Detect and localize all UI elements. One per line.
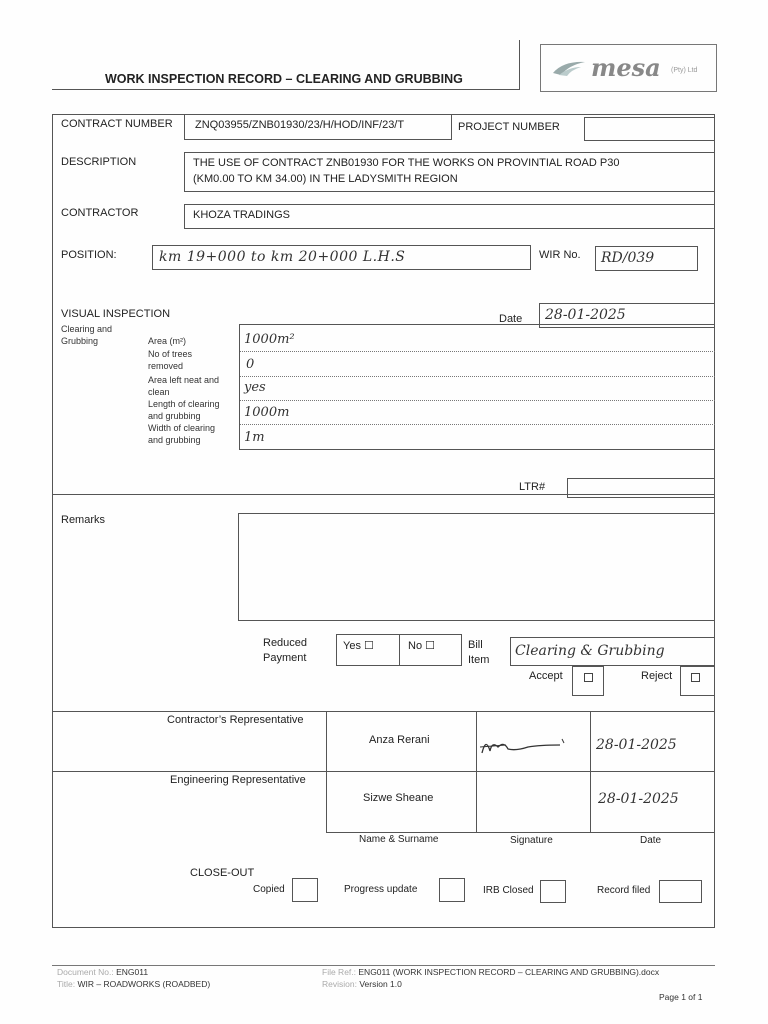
reject-checkbox[interactable]: [680, 666, 715, 696]
remarks-label: Remarks: [61, 514, 106, 526]
col-name-label: Name & Surname: [359, 834, 439, 845]
item-neat-line1: Area left neat and: [148, 375, 220, 385]
section-divider: [52, 494, 715, 495]
description-line-2: (KM0.00 TO KM 34.00) IN THE LADYSMITH REGION: [193, 173, 458, 185]
bill-item-line1: Bill: [468, 639, 483, 651]
wir-label: WIR No.: [539, 249, 581, 261]
footer-rule: [52, 965, 715, 966]
reject-checkbox-mark: [691, 673, 700, 682]
accept-checkbox[interactable]: [572, 666, 604, 696]
logo-swoosh-icon: [551, 59, 587, 77]
inspection-row-divider: [240, 424, 715, 425]
contractor-value: KHOZA TRADINGS: [193, 209, 290, 221]
inspection-date-value: 28-01-2025: [545, 307, 626, 323]
col-signature-label: Signature: [510, 835, 553, 846]
engineering-rep-date[interactable]: 28-01-2025: [598, 791, 679, 807]
footer-doc-no-label: Document No.:: [57, 967, 114, 977]
description-field[interactable]: [184, 152, 715, 192]
wir-field[interactable]: [595, 246, 698, 271]
item-area-line1: Area (m²): [148, 336, 186, 346]
record-checkbox[interactable]: [659, 880, 702, 903]
reject-label: Reject: [641, 670, 673, 682]
wir-value: RD/039: [601, 250, 655, 266]
closeout-heading: CLOSE-OUT: [190, 867, 255, 879]
footer-file-ref-label: File Ref.:: [322, 967, 357, 977]
visual-inspection-sub-1: Clearing and: [61, 324, 113, 334]
progress-label: Progress update: [344, 884, 418, 895]
bill-item-value: Clearing & Grubbing: [515, 643, 665, 659]
position-label: POSITION:: [61, 249, 117, 261]
visual-inspection-heading: VISUAL INSPECTION: [61, 308, 171, 320]
inspection-items-block: [239, 324, 715, 450]
record-label: Record filed: [597, 885, 651, 896]
engineering-signature-cell[interactable]: [477, 772, 589, 832]
inspection-row-divider: [240, 400, 715, 401]
item-neat-line2: clean: [148, 387, 170, 397]
remarks-field[interactable]: [238, 513, 715, 621]
description-label: DESCRIPTION: [61, 156, 137, 168]
engineering-rep-name[interactable]: Sizwe Sheane: [363, 792, 434, 804]
bill-item-field[interactable]: [510, 637, 715, 666]
footer-title: [57, 979, 210, 989]
contractor-field[interactable]: [184, 204, 715, 229]
accept-label: Accept: [529, 670, 563, 682]
contractor-rep-name[interactable]: Anza Rerani: [369, 734, 430, 746]
ltr-label: LTR#: [519, 481, 546, 493]
copied-checkbox[interactable]: [292, 878, 318, 902]
item-trees-line2: removed: [148, 361, 184, 371]
ltr-field[interactable]: [567, 478, 715, 498]
visual-inspection-sub-2: Grubbing: [61, 336, 99, 346]
footer-revision-label: Revision:: [322, 979, 357, 989]
bill-item-line2: Item: [468, 654, 490, 666]
contract-number-label: CONTRACT NUMBER: [61, 118, 173, 130]
reduced-no-cell[interactable]: [399, 634, 462, 666]
item-neat-value[interactable]: yes: [244, 380, 266, 395]
contractor-label: CONTRACTOR: [61, 207, 139, 219]
contract-number-value: ZNQ03955/ZNB01930/23/H/HOD/INF/23/T: [195, 119, 405, 131]
project-number-field[interactable]: [584, 117, 715, 141]
item-area-value[interactable]: 1000m²: [244, 332, 295, 347]
item-width-line1: Width of clearing: [148, 423, 216, 433]
reduced-no-label: No ☐: [408, 640, 435, 652]
reduced-payment-line1: Reduced: [263, 637, 308, 649]
project-number-label: PROJECT NUMBER: [458, 121, 560, 133]
copied-label: Copied: [253, 884, 285, 895]
contractor-signature-icon: [478, 733, 570, 759]
inspection-row-divider: [240, 376, 715, 377]
footer-doc-no: [57, 967, 148, 977]
engineering-rep-label: Engineering Representative: [170, 774, 306, 786]
position-value: km 19+000 to km 20+000 L.H.S: [159, 249, 406, 265]
contract-number-field[interactable]: [184, 114, 452, 140]
signoff-divider: [590, 711, 591, 833]
description-line-1: THE USE OF CONTRACT ZNB01930 FOR THE WORKS ON PROVINTIAL ROAD P30: [193, 157, 620, 169]
logo-text: mesa: [591, 53, 661, 82]
footer-doc-no-value: ENG011: [116, 967, 149, 977]
logo-suffix: (Pty) Ltd: [671, 67, 698, 74]
item-length-line1: Length of clearing: [148, 399, 220, 409]
irb-checkbox[interactable]: [540, 880, 566, 903]
footer-title-value: WIR – ROADWORKS (ROADBED): [77, 979, 211, 989]
contractor-rep-label: Contractor’s Representative: [167, 714, 304, 726]
footer-file-ref: [322, 967, 659, 977]
footer-revision-value: Version 1.0: [359, 979, 402, 989]
footer-revision: [322, 979, 402, 989]
item-trees-line1: No of trees: [148, 349, 193, 359]
col-date-label: Date: [640, 835, 662, 846]
inspection-date-label: Date: [499, 313, 523, 325]
inspection-row-divider: [240, 351, 715, 352]
item-width-line2: and grubbing: [148, 435, 201, 445]
item-trees-value[interactable]: 0: [246, 357, 255, 372]
footer-title-label: Title:: [57, 979, 76, 989]
page-title: WORK INSPECTION RECORD – CLEARING AND GRUBBING: [105, 72, 463, 86]
progress-checkbox[interactable]: [439, 878, 465, 902]
item-width-value[interactable]: 1m: [244, 430, 265, 445]
irb-label: IRB Closed: [483, 885, 534, 896]
company-logo: [540, 44, 717, 92]
footer-file-ref-value: ENG011 (WORK INSPECTION RECORD – CLEARING AND GRUBBING).docx: [358, 967, 660, 977]
contractor-rep-date[interactable]: 28-01-2025: [596, 737, 677, 753]
signoff-row-divider: [52, 771, 715, 772]
item-length-value[interactable]: 1000m: [244, 405, 290, 420]
accept-checkbox-mark: [584, 673, 593, 682]
footer-page: Page 1 of 1: [659, 992, 703, 1002]
reduced-yes-cell[interactable]: [336, 634, 400, 666]
reduced-yes-label: Yes ☐: [343, 640, 374, 652]
position-field[interactable]: [152, 245, 531, 270]
item-length-line2: and grubbing: [148, 411, 201, 421]
reduced-payment-line2: Payment: [263, 652, 307, 664]
